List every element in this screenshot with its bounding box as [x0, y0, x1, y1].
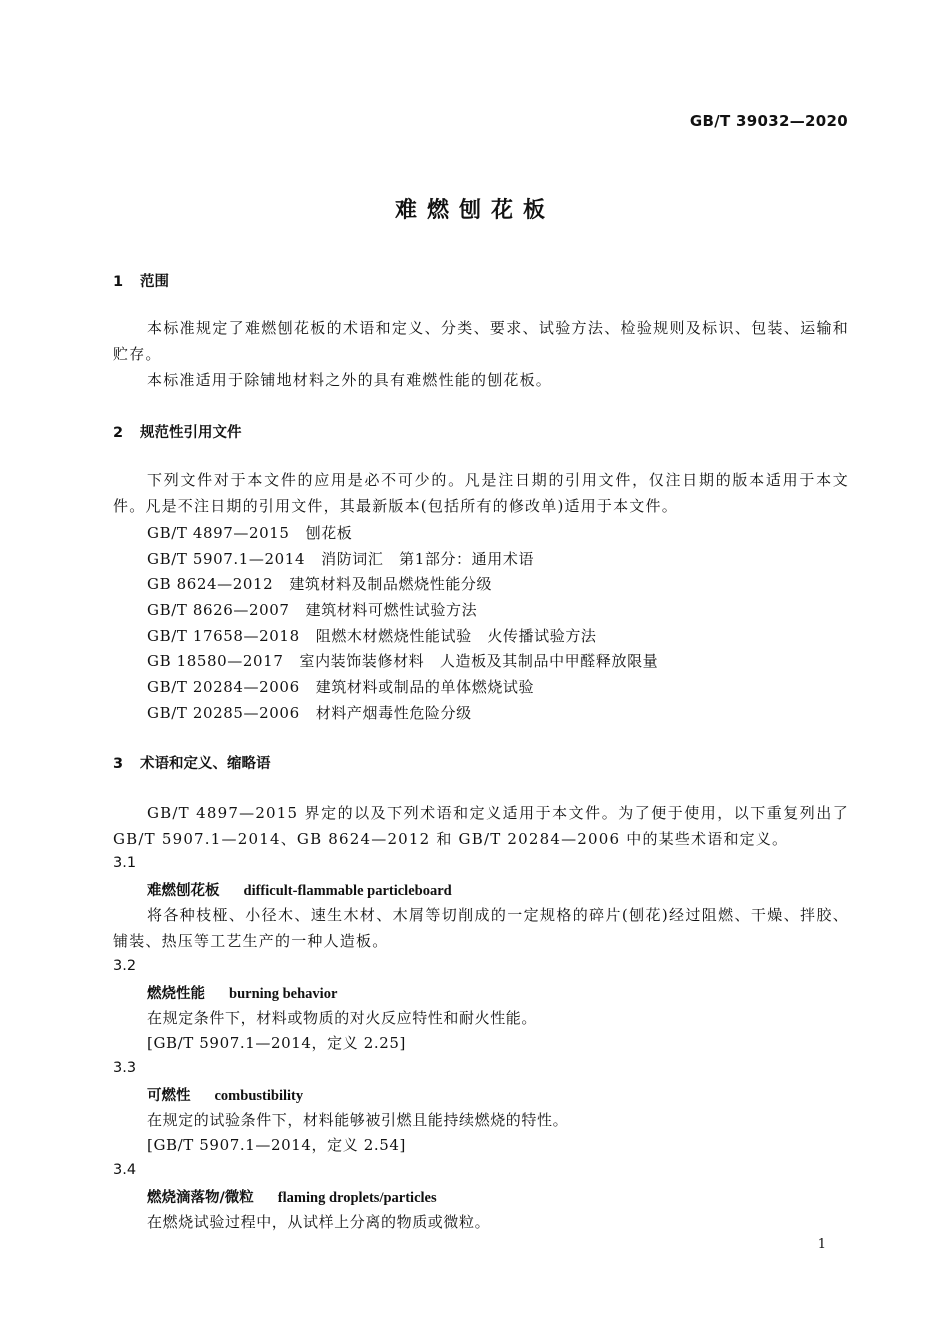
- reference-code: GB/T 5907.1—2014: [147, 550, 306, 568]
- term-english: difficult-flammable particleboard: [243, 883, 452, 899]
- terms-intro: GB/T 4897—2015 界定的以及下列术语和定义适用于本文件。为了便于使用，以下重复列出了GB/T 5907.1—2014、GB 8624—2012 和 GB/T 20284—2006 中的某些术语和定义。: [113, 804, 849, 848]
- reference-title: 阻燃木材燃烧性能试验 火传播试验方法: [315, 627, 597, 645]
- reference-code: GB/T 8626—2007: [147, 601, 290, 619]
- reference-code: GB/T 20284—2006: [147, 678, 300, 696]
- term-source: [GB/T 5907.1—2014，定义 2.25]: [147, 1034, 406, 1052]
- document-title: 难燃刨花板: [394, 198, 555, 223]
- reference-item: [147, 702, 472, 723]
- term-number: 3.1: [113, 855, 137, 871]
- reference-item: [147, 676, 534, 697]
- reference-code: GB/T 20285—2006: [147, 704, 300, 722]
- term-definition: 将各种枝桠、小径木、速生木材、木屑等切削成的一定规格的碎片(刨花)经过阻燃、干燥、拌胶、铺装、热压等工艺生产的一种人造板。: [113, 906, 849, 950]
- reference-title: 刨花板: [305, 524, 353, 542]
- reference-title: 建筑材料及制品燃烧性能分级: [289, 575, 493, 593]
- section-2-heading: [113, 421, 242, 442]
- reference-item: [147, 650, 658, 671]
- reference-title: 建筑材料可燃性试验方法: [305, 601, 478, 619]
- term-heading: [147, 982, 337, 1003]
- reference-title: 材料产烟毒性危险分级: [315, 704, 472, 722]
- term-chinese: 可燃性: [147, 1088, 191, 1104]
- term-definition: 在燃烧试验过程中，从试样上分离的物质或微粒。: [147, 1213, 491, 1231]
- term-number: 3.2: [113, 958, 137, 974]
- term-chinese: 燃烧滴落物/微粒: [147, 1190, 254, 1206]
- term-definition: 在规定条件下，材料或物质的对火反应特性和耐火性能。: [147, 1009, 538, 1027]
- scope-paragraph-1: 本标准规定了难燃刨花板的术语和定义、分类、要求、试验方法、检验规则及标识、包装、运输和贮存。: [113, 319, 849, 363]
- term-source: [GB/T 5907.1—2014，定义 2.54]: [147, 1136, 406, 1154]
- reference-title: 建筑材料或制品的单体燃烧试验: [315, 678, 535, 696]
- section-title: 术语和定义、缩略语: [140, 756, 271, 772]
- term-chinese: 燃烧性能: [147, 986, 205, 1002]
- reference-item: [147, 573, 492, 594]
- section-title: 范围: [140, 274, 169, 290]
- term-chinese: 难燃刨花板: [147, 883, 220, 899]
- section-1-heading: [113, 270, 169, 291]
- reference-title: 消防词汇 第1部分：通用术语: [321, 550, 535, 568]
- reference-item: [147, 522, 352, 543]
- reference-item: [147, 599, 477, 620]
- section-title: 规范性引用文件: [140, 425, 242, 441]
- reference-code: GB 8624—2012: [147, 575, 274, 593]
- term-number: 3.3: [113, 1060, 137, 1076]
- reference-title: 室内装饰装修材料 人造板及其制品中甲醛释放限量: [299, 652, 659, 670]
- term-definition: 在规定的试验条件下，材料能够被引燃且能持续燃烧的特性。: [147, 1111, 569, 1129]
- term-english: flaming droplets/particles: [277, 1190, 437, 1206]
- standard-number: GB/T 39032—2020: [689, 112, 848, 130]
- section-3-heading: [113, 752, 271, 773]
- scope-paragraph-2: 本标准适用于除铺地材料之外的具有难燃性能的刨花板。: [147, 371, 553, 389]
- reference-code: GB 18580—2017: [147, 652, 284, 670]
- term-heading: [147, 1084, 303, 1105]
- section-number: 2: [113, 425, 124, 441]
- term-heading: [147, 879, 452, 900]
- term-heading: [147, 1186, 437, 1207]
- reference-item: [147, 548, 534, 569]
- term-english: combustibility: [214, 1088, 304, 1104]
- page-number: 1: [817, 1237, 826, 1252]
- term-english: burning behavior: [229, 986, 338, 1002]
- reference-code: GB/T 4897—2015: [147, 524, 290, 542]
- section-number: 3: [113, 756, 124, 772]
- normative-intro: 下列文件对于本文件的应用是必不可少的。凡是注日期的引用文件，仅注日期的版本适用于本文件。凡是不注日期的引用文件，其最新版本(包括所有的修改单)适用于本文件。: [113, 471, 849, 515]
- term-number: 3.4: [113, 1162, 137, 1178]
- reference-item: [147, 625, 597, 646]
- section-number: 1: [113, 274, 124, 290]
- reference-code: GB/T 17658—2018: [147, 627, 300, 645]
